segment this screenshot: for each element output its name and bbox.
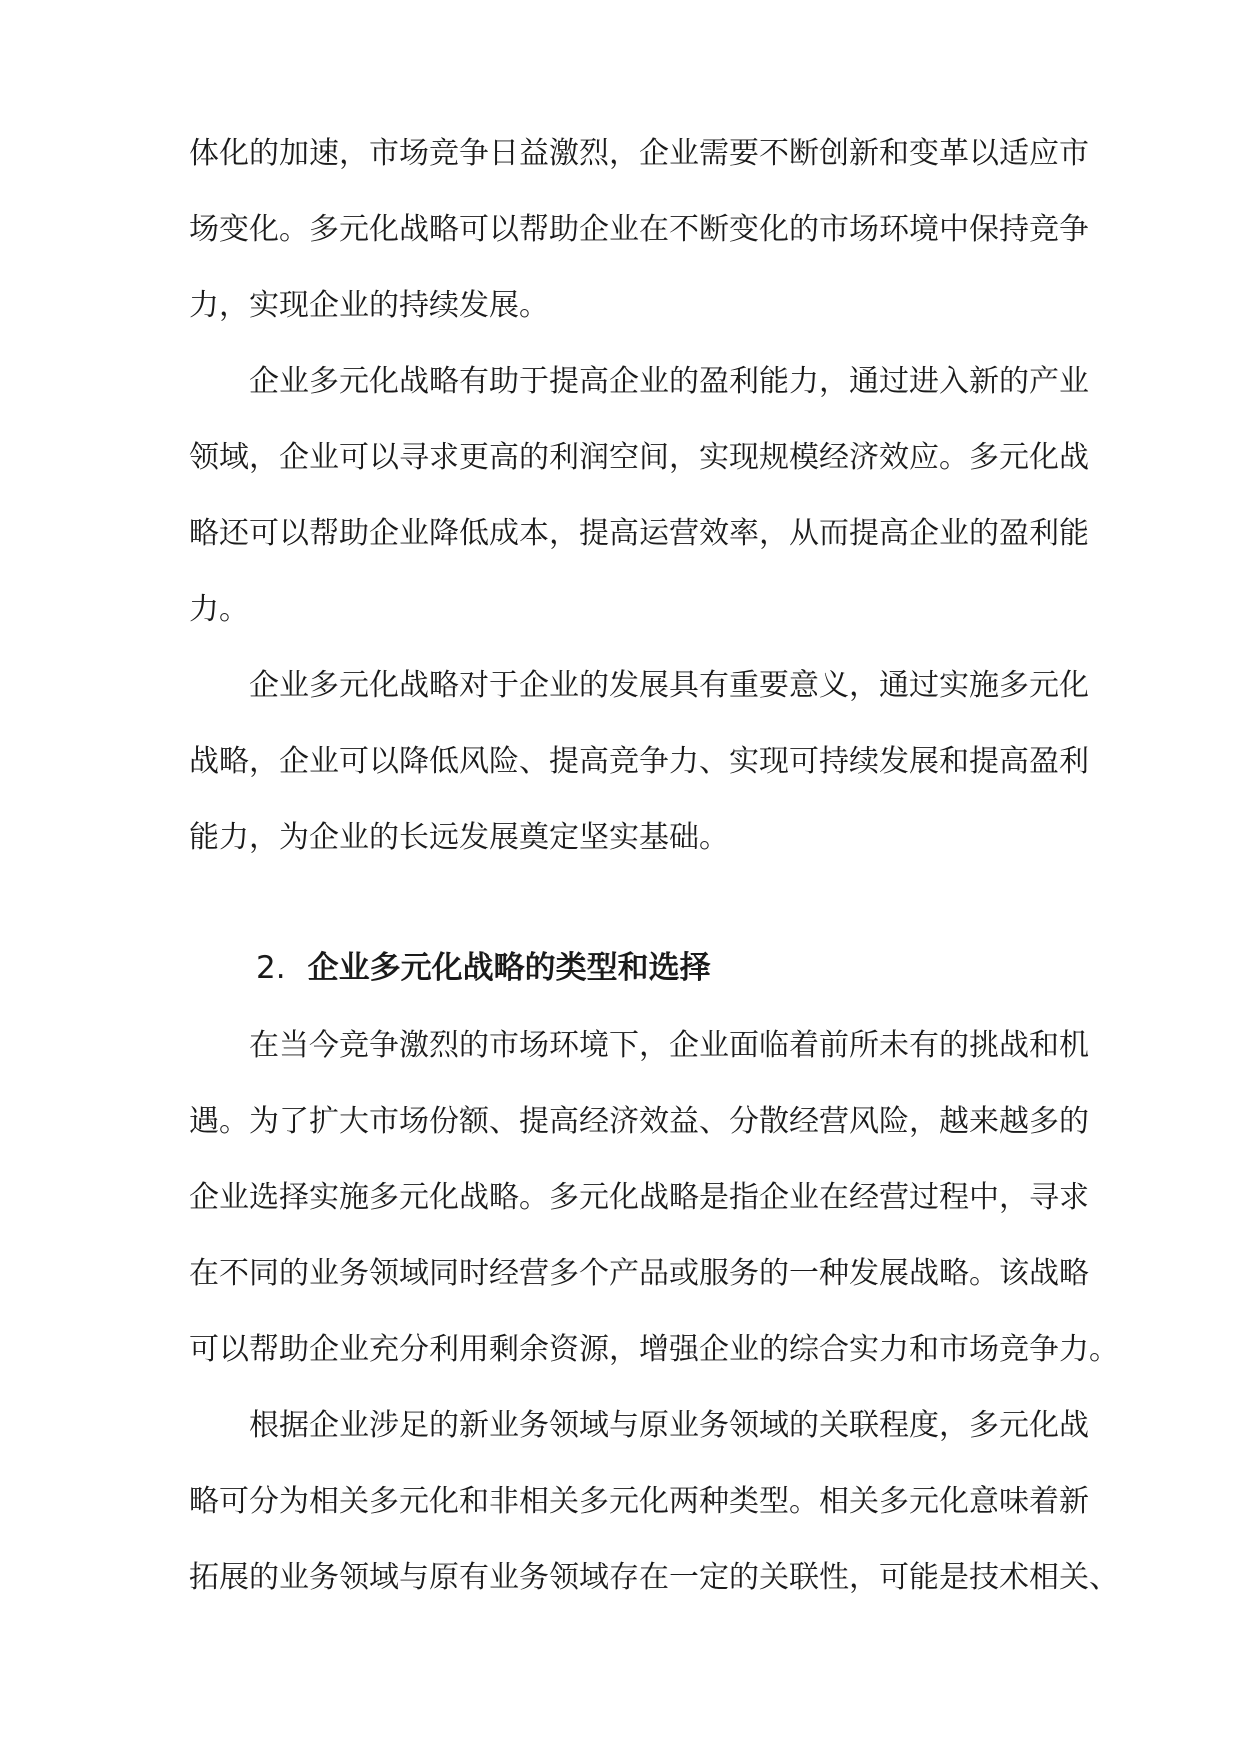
paragraph-line: 场变化。多元化战略可以帮助企业在不断变化的市场环境中保持竞争 bbox=[189, 212, 1089, 247]
section-heading bbox=[256, 946, 711, 990]
paragraph-line: 略还可以帮助企业降低成本，提高运营效率，从而提高企业的盈利能 bbox=[189, 516, 1089, 551]
paragraph-line: 力。 bbox=[189, 592, 249, 627]
section-number: 2. bbox=[256, 950, 286, 986]
paragraph-line: 体化的加速，市场竞争日益激烈，企业需要不断创新和变革以适应市 bbox=[189, 136, 1089, 171]
paragraph-line: 企业选择实施多元化战略。多元化战略是指企业在经营过程中，寻求 bbox=[189, 1180, 1089, 1215]
section-title: 企业多元化战略的类型和选择 bbox=[307, 950, 711, 986]
paragraph-line: 能力，为企业的长远发展奠定坚实基础。 bbox=[189, 820, 729, 855]
paragraph-line: 遇。为了扩大市场份额、提高经济效益、分散经营风险，越来越多的 bbox=[189, 1104, 1089, 1139]
paragraph-line: 领域，企业可以寻求更高的利润空间，实现规模经济效应。多元化战 bbox=[189, 440, 1089, 475]
paragraph-line: 在当今竞争激烈的市场环境下，企业面临着前所未有的挑战和机 bbox=[249, 1028, 1089, 1063]
paragraph-line: 企业多元化战略对于企业的发展具有重要意义，通过实施多元化 bbox=[249, 668, 1089, 703]
paragraph-line: 根据企业涉足的新业务领域与原业务领域的关联程度，多元化战 bbox=[249, 1408, 1089, 1443]
paragraph-line: 拓展的业务领域与原有业务领域存在一定的关联性，可能是技术相关、 bbox=[189, 1560, 1119, 1595]
paragraph-line: 战略，企业可以降低风险、提高竞争力、实现可持续发展和提高盈利 bbox=[189, 744, 1089, 779]
paragraph-line: 力，实现企业的持续发展。 bbox=[189, 288, 549, 323]
paragraph-line: 可以帮助企业充分利用剩余资源，增强企业的综合实力和市场竞争力。 bbox=[189, 1332, 1119, 1367]
paragraph-line: 在不同的业务领域同时经营多个产品或服务的一种发展战略。该战略 bbox=[189, 1256, 1089, 1291]
paragraph-line: 企业多元化战略有助于提高企业的盈利能力，通过进入新的产业 bbox=[249, 364, 1089, 399]
paragraph-line: 略可分为相关多元化和非相关多元化两种类型。相关多元化意味着新 bbox=[189, 1484, 1089, 1519]
